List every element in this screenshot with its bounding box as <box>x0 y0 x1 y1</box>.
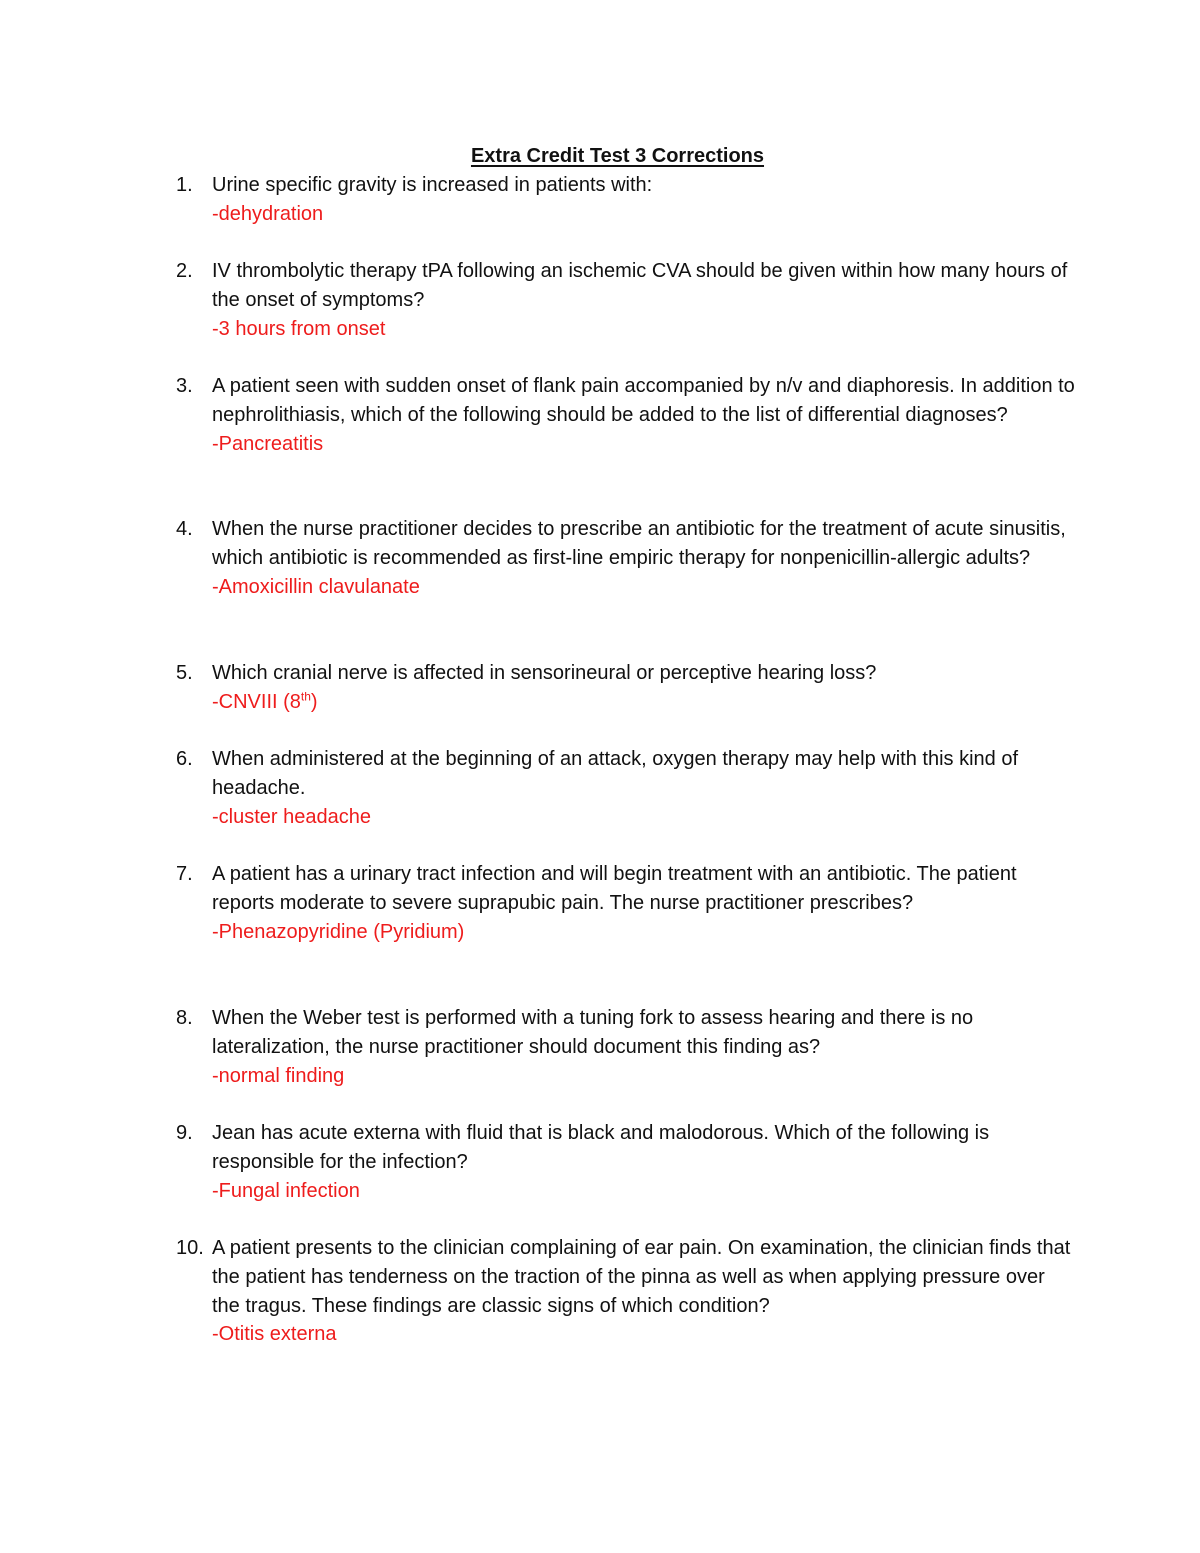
question-item-5 <box>176 659 1076 717</box>
answer-text: -Otitis externa <box>212 1323 337 1346</box>
answer-text: -Fungal infection <box>212 1179 360 1202</box>
answer-text: -Pancreatitis <box>212 432 324 455</box>
question-text: When the nurse practitioner decides to prescribe an antibiotic for the treatment of acute sinusitis, which antibiotic is recommended as first-line empiric therapy for nonpenicillin-allergic adults? <box>212 518 1066 569</box>
document-title: Extra Credit Test 3 Corrections <box>470 145 765 167</box>
question-text: Jean has acute externa with fluid that is black and malodorous. Which of the following is responsible for the infection? <box>212 1122 990 1173</box>
answer-text: -dehydration <box>212 202 324 225</box>
question-number: 8. <box>176 1007 193 1029</box>
question-number: 4. <box>176 518 193 540</box>
ordinal-superscript: th <box>300 689 311 704</box>
question-item-2 <box>176 257 1076 343</box>
question-number: 10. <box>176 1237 204 1259</box>
question-item-1 <box>176 171 1076 229</box>
question-number: 6. <box>176 748 193 770</box>
question-text: IV thrombolytic therapy tPA following an ischemic CVA should be given within how many hours of the onset of symptoms? <box>212 260 1068 311</box>
question-text: Urine specific gravity is increased in patients with: <box>212 174 653 196</box>
question-item-9 <box>176 1119 1076 1205</box>
answer-text: -CNVIII (8th) <box>212 689 318 713</box>
question-number: 3. <box>176 375 193 397</box>
question-number: 1. <box>176 174 193 196</box>
question-item-10 <box>176 1234 1076 1349</box>
question-text: When administered at the beginning of an attack, oxygen therapy may help with this kind of headache. <box>212 748 1019 799</box>
question-number: 7. <box>176 863 193 885</box>
question-item-3 <box>176 372 1076 458</box>
question-text: A patient has a urinary tract infection and will begin treatment with an antibiotic. The patient reports moderate to severe suprapubic pain. The nurse practitioner prescribes? <box>212 863 1017 914</box>
answer-text: -Phenazopyridine (Pyridium) <box>212 920 465 943</box>
question-text: When the Weber test is performed with a tuning fork to assess hearing and there is no lateralization, the nurse practitioner should document this finding as? <box>212 1007 974 1058</box>
question-number: 5. <box>176 662 193 684</box>
question-item-6 <box>176 745 1076 831</box>
question-text: A patient seen with sudden onset of flank pain accompanied by n/v and diaphoresis. In addition to nephrolithiasis, which of the following should be added to the list of differential diagnoses? <box>212 375 1075 426</box>
answer-text: -Amoxicillin clavulanate <box>212 575 420 598</box>
question-item-8 <box>176 1004 1076 1090</box>
question-number: 9. <box>176 1122 193 1144</box>
question-item-4 <box>176 515 1076 601</box>
answer-text: -cluster headache <box>212 805 371 828</box>
question-item-7 <box>176 860 1076 946</box>
answer-text: -normal finding <box>212 1064 345 1087</box>
question-text: A patient presents to the clinician complaining of ear pain. On examination, the clinician finds that the patient has tenderness on the traction of the pinna as well as when applying pressure over the tragus. These findings are classic signs of which condition? <box>212 1237 1071 1317</box>
question-number: 2. <box>176 260 193 282</box>
question-text: Which cranial nerve is affected in sensorineural or perceptive hearing loss? <box>212 662 877 684</box>
answer-text: -3 hours from onset <box>212 317 386 340</box>
